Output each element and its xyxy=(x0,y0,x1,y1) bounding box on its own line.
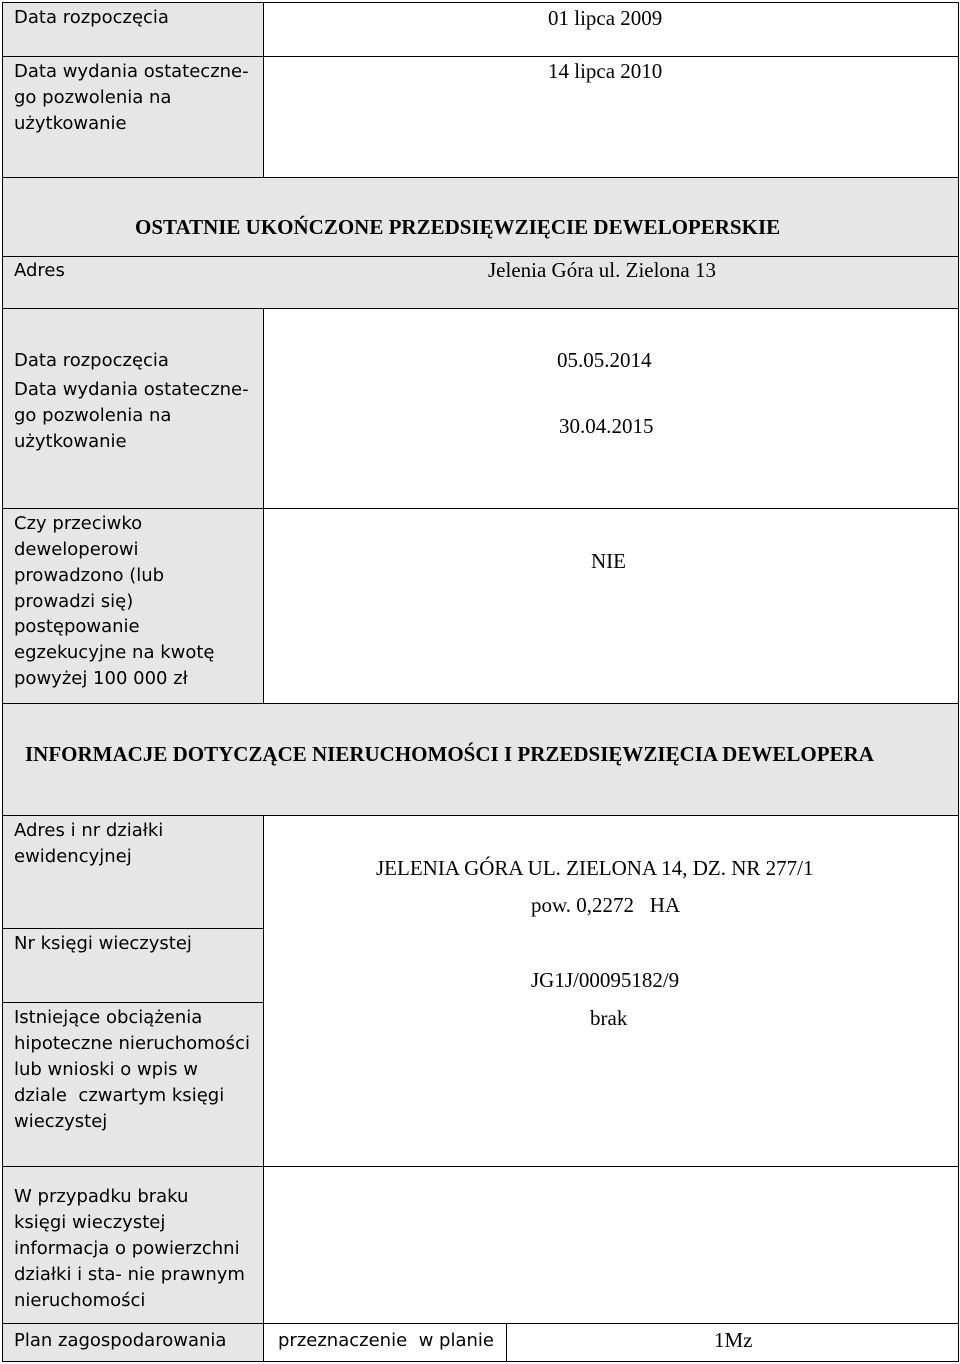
no-register-label-line: informacja o powierzchni xyxy=(14,1238,240,1259)
plan-label: Plan zagospodarowania xyxy=(14,1330,227,1351)
prev-start-value: 01 lipca 2009 xyxy=(548,6,663,30)
enforcement-label-line: Czy przeciwko xyxy=(14,513,143,534)
prev-permit-label-line: go pozwolenia na xyxy=(14,87,172,108)
last-permit-label-line: go pozwolenia na xyxy=(14,405,172,426)
property-heading: INFORMACJE DOTYCZĄCE NIERUCHOMOŚCI I PRZEDSIĘWZIĘCIA DEWELOPERA xyxy=(25,742,874,766)
last-address-label: Adres xyxy=(14,260,65,281)
no-register-label-line: W przypadku braku xyxy=(14,1186,189,1207)
mortgage-label-line: dziale czwartym księgi xyxy=(14,1085,225,1106)
parcel-label-line: ewidencyjnej xyxy=(14,846,132,867)
parcel-label-line: Adres i nr działki xyxy=(14,820,164,841)
last-permit-value: 30.04.2015 xyxy=(559,414,654,438)
last-start-label: Data rozpoczęcia xyxy=(14,350,169,371)
enforcement-label-line: postępowanie xyxy=(14,616,140,637)
enforcement-value-cell xyxy=(263,508,959,704)
enforcement-label-line: prowadzi się) xyxy=(14,591,134,612)
plan-purpose-value: 1Mz xyxy=(714,1328,753,1352)
mortgage-value: brak xyxy=(590,1006,628,1030)
last-start-value: 05.05.2014 xyxy=(557,348,652,372)
prev-start-label: Data rozpoczęcia xyxy=(14,7,169,28)
parcel-area-value: pow. 0,2272 HA xyxy=(531,893,681,917)
last-permit-label-line: użytkowanie xyxy=(14,431,127,452)
no-register-value-cell xyxy=(263,1166,959,1324)
no-register-label-line: księgi wieczystej xyxy=(14,1212,166,1233)
plan-purpose-label: przeznaczenie w planie xyxy=(278,1330,494,1351)
mortgage-label-line: lub wnioski o wpis w xyxy=(14,1059,198,1080)
last-project-heading: OSTATNIE UKOŃCZONE PRZEDSIĘWZIĘCIE DEWELOPERSKIE xyxy=(135,215,781,239)
enforcement-label-line: egzekucyjne na kwotę xyxy=(14,642,215,663)
land-register-value: JG1J/00095182/9 xyxy=(531,968,680,992)
last-permit-label-line: Data wydania ostateczne- xyxy=(14,379,249,400)
last-address-cell xyxy=(2,256,959,309)
enforcement-label-line: prowadzono (lub xyxy=(14,565,165,586)
enforcement-label-line: deweloperowi xyxy=(14,539,139,560)
no-register-label-line: nieruchomości xyxy=(14,1290,146,1311)
mortgage-label-line: wieczystej xyxy=(14,1111,108,1132)
no-register-label-line: działki i sta- nie prawnym xyxy=(14,1264,245,1285)
parcel-value: JELENIA GÓRA UL. ZIELONA 14, DZ. NR 277/1 xyxy=(376,856,814,880)
enforcement-label-line: powyżej 100 000 zł xyxy=(14,668,188,689)
mortgage-label-line: Istniejące obciążenia xyxy=(14,1007,203,1028)
prev-permit-value: 14 lipca 2010 xyxy=(548,59,663,83)
mortgage-label-line: hipoteczne nieruchomości xyxy=(14,1033,250,1054)
enforcement-value: NIE xyxy=(591,549,626,573)
last-address-value: Jelenia Góra ul. Zielona 13 xyxy=(488,258,717,282)
prev-permit-label-line: użytkowanie xyxy=(14,113,127,134)
prev-permit-label-line: Data wydania ostateczne- xyxy=(14,61,249,82)
land-register-label: Nr księgi wieczystej xyxy=(14,933,192,954)
last-dates-value-cell xyxy=(263,308,959,509)
